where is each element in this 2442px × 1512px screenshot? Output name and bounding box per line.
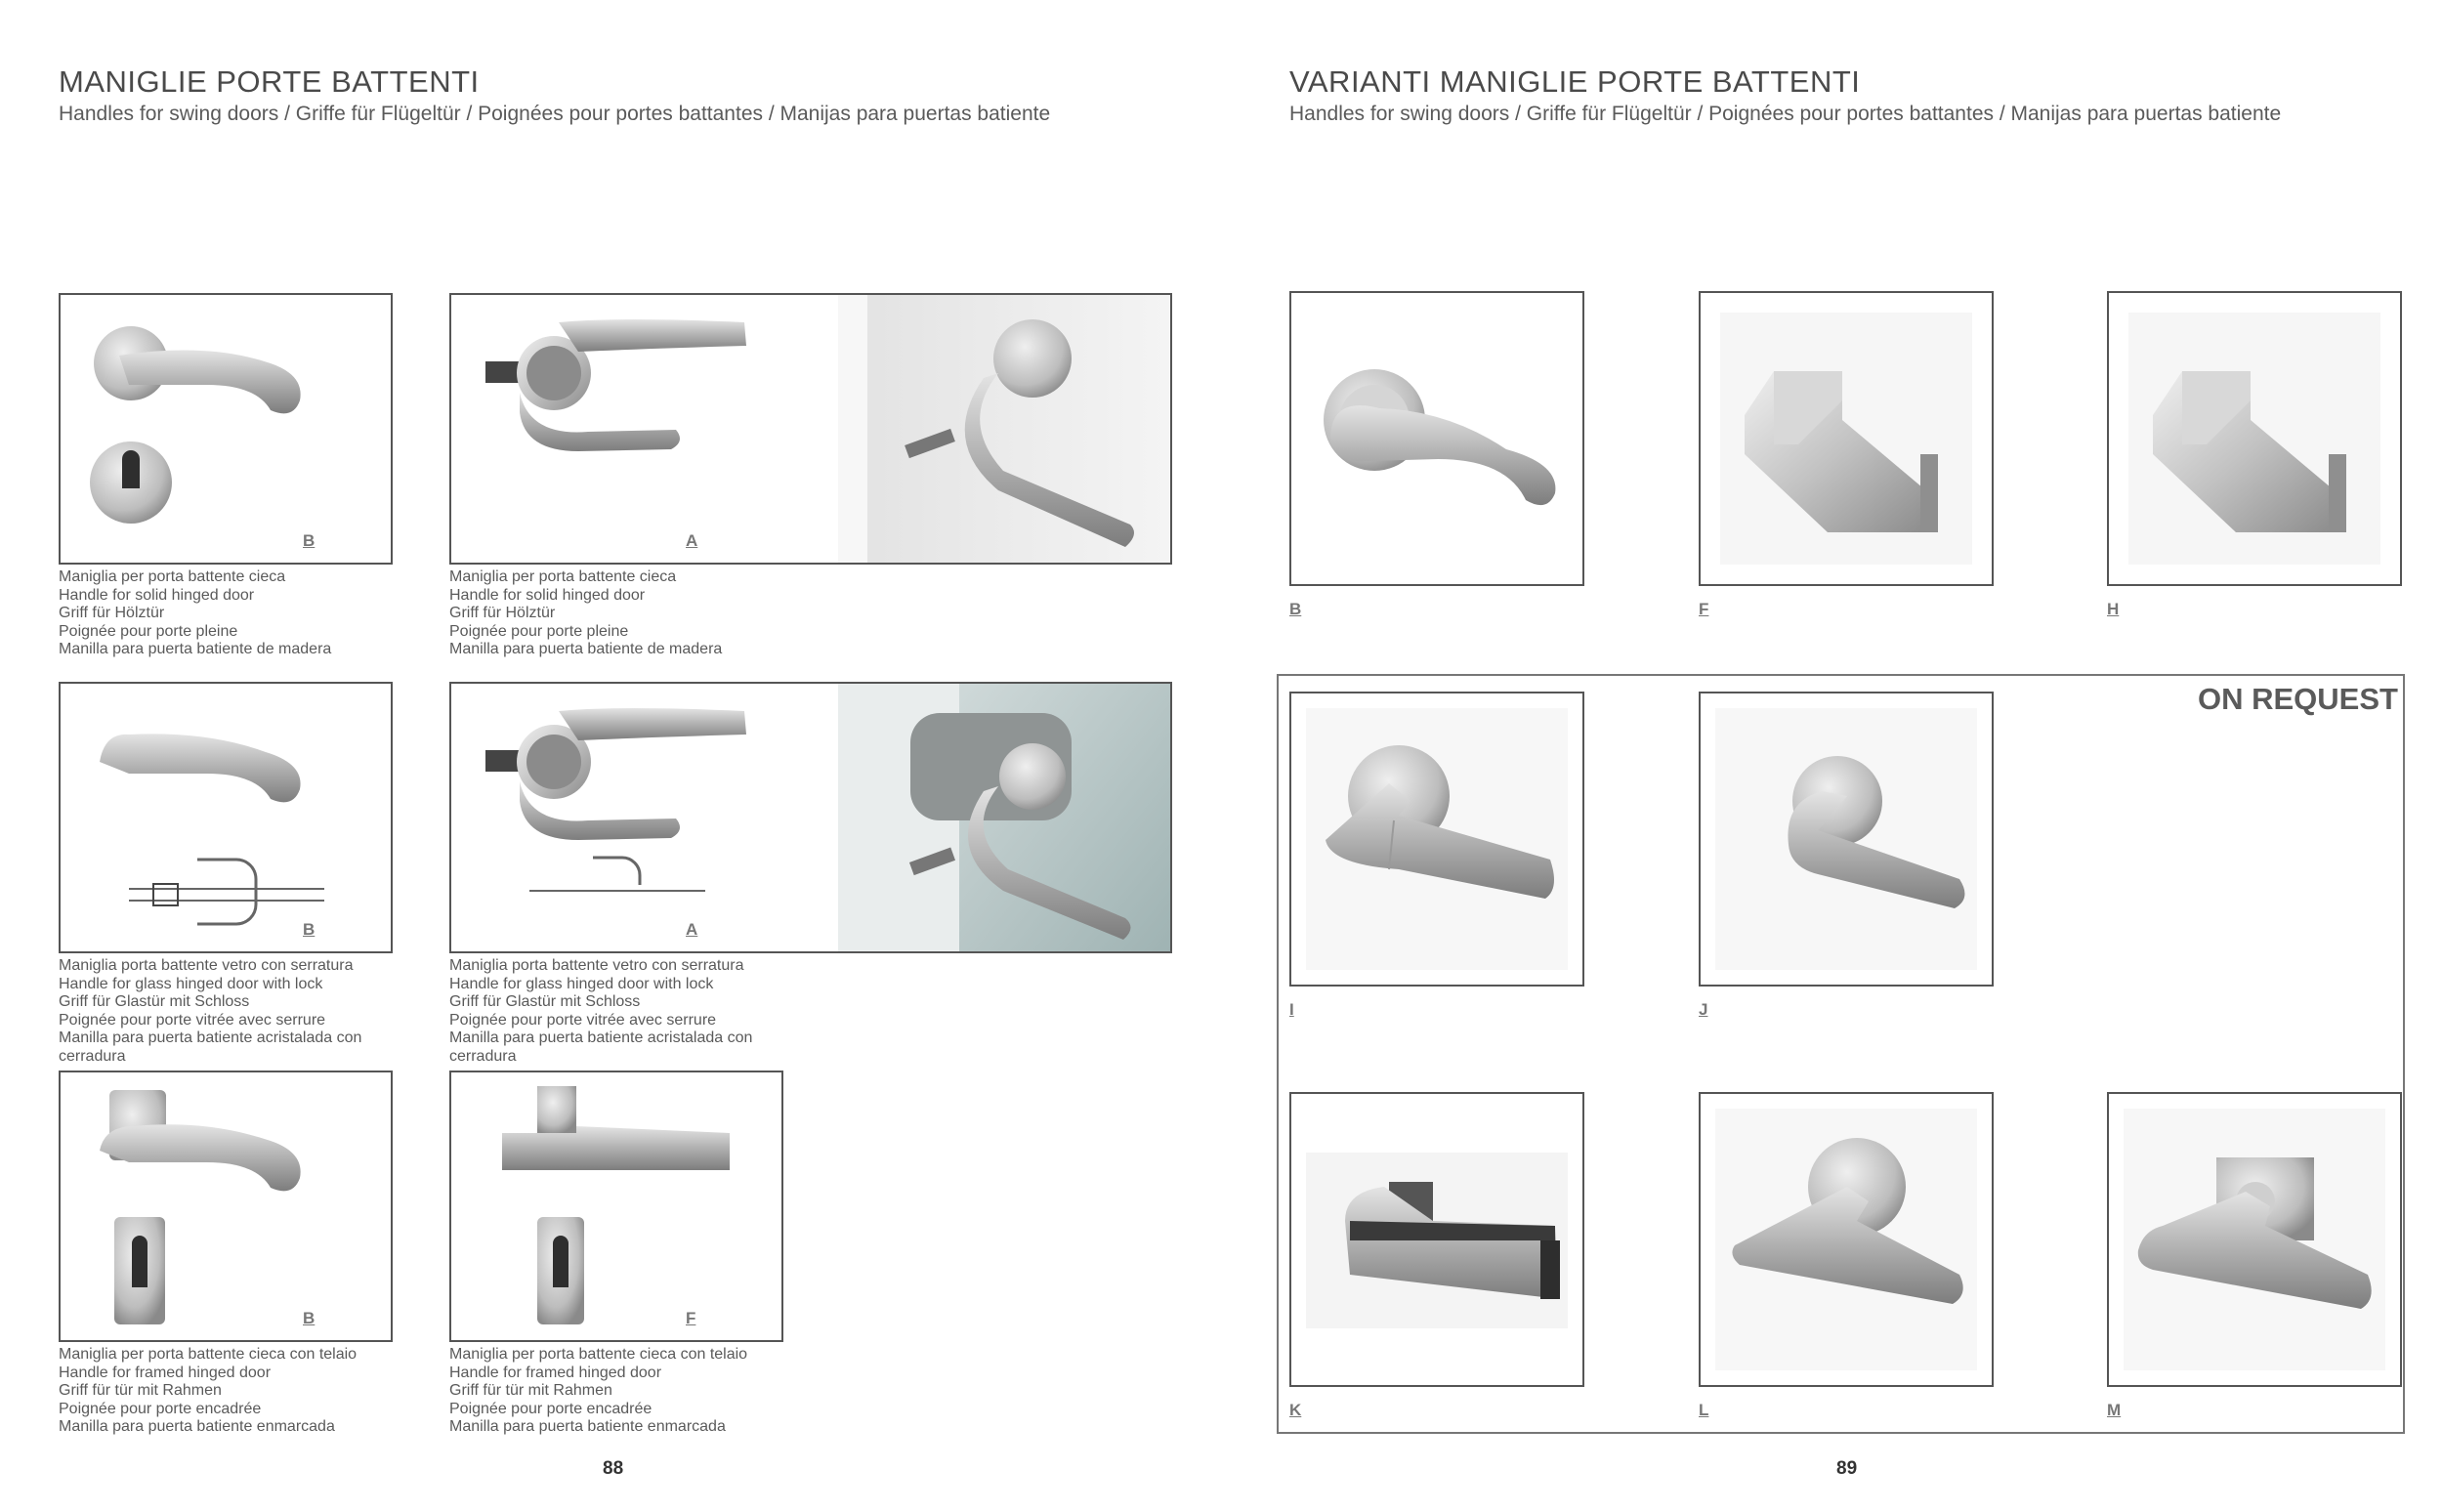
variant-letter-k: K bbox=[1289, 1401, 1302, 1419]
variant-letter-h: H bbox=[2107, 600, 2120, 618]
variant-photo-m bbox=[2107, 1092, 2402, 1387]
caption-b-framed-door: Maniglia per porta battente cieca con telaio Handle for framed hinged door Griff für tür mit Rahmen Poignée pour porte encadrée Manilla para puerta batiente enmarcada bbox=[59, 1346, 358, 1436]
variant-letter-i: I bbox=[1289, 1000, 1294, 1019]
lever-handle-glass-lock-image bbox=[61, 684, 391, 951]
variant-letter: B bbox=[303, 920, 316, 939]
lever-handle-with-lock-image bbox=[451, 295, 1170, 563]
lever-variant-i-image bbox=[1291, 693, 1582, 985]
left-page-subtitle: Handles for swing doors / Griffe für Flügeltür / Poignées pour portes battantes / Manijas para puertas batiente bbox=[59, 103, 1051, 125]
caption-f-framed-door: Maniglia per porta battente cieca con telaio Handle for framed hinged door Griff für tür mit Rahmen Poignée pour porte encadrée Manilla para puerta batiente enmarcada bbox=[449, 1346, 748, 1436]
on-request-label: ON REQUEST bbox=[2198, 682, 2398, 716]
lever-variant-m-image bbox=[2109, 1094, 2400, 1385]
page-number-left: 88 bbox=[603, 1458, 624, 1479]
variant-letter: A bbox=[686, 920, 698, 939]
product-photo-a-glass-door bbox=[449, 682, 1172, 953]
page-number-right: 89 bbox=[1836, 1458, 1858, 1479]
variant-photo-k bbox=[1289, 1092, 1584, 1387]
product-photo-a-solid-door bbox=[449, 293, 1172, 565]
lever-handle-round-rose-image bbox=[61, 295, 391, 563]
variant-photo-b bbox=[1289, 291, 1584, 586]
variant-letter: F bbox=[686, 1309, 696, 1327]
lever-handle-square-rose-image bbox=[61, 1072, 391, 1340]
product-photo-b-glass-door bbox=[59, 682, 393, 953]
variant-photo-i bbox=[1289, 692, 1584, 987]
caption-a-glass-door: Maniglia porta battente vetro con serratura Handle for glass hinged door with lock Griff für Glastür mit Schloss Poignée pour porte vitrée avec serrure Manilla para puerta batiente acristalada con cerradura bbox=[449, 957, 753, 1065]
variant-letter: B bbox=[303, 531, 316, 550]
lever-variant-k-image bbox=[1291, 1094, 1582, 1385]
lever-variant-j-image bbox=[1701, 693, 1992, 985]
variant-letter-l: L bbox=[1699, 1401, 1709, 1419]
variant-letter-m: M bbox=[2107, 1401, 2122, 1419]
variant-letter: A bbox=[686, 531, 698, 550]
lever-variant-l-image bbox=[1701, 1094, 1992, 1385]
square-lever-variant-f-image bbox=[1701, 293, 1992, 584]
product-photo-f-framed-door bbox=[449, 1071, 783, 1342]
left-page-title: MANIGLIE PORTE BATTENTI bbox=[59, 64, 480, 99]
variant-photo-f bbox=[1699, 291, 1994, 586]
lever-handle-glass-lock-photo bbox=[451, 684, 1170, 951]
round-lever-variant-b-image bbox=[1291, 293, 1582, 584]
caption-a-solid-door: Maniglia per porta battente cieca Handle for solid hinged door Griff für Hölztür Poignée pour porte pleine Manilla para puerta batiente de madera bbox=[449, 568, 723, 658]
variant-letter-b: B bbox=[1289, 600, 1302, 618]
caption-b-solid-door: Maniglia per porta battente cieca Handle for solid hinged door Griff für Hölztür Poignée pour porte pleine Manilla para puerta batiente de madera bbox=[59, 568, 332, 658]
variant-letter: B bbox=[303, 1309, 316, 1327]
variant-letter-f: F bbox=[1699, 600, 1709, 618]
variant-photo-h bbox=[2107, 291, 2402, 586]
right-page-subtitle: Handles for swing doors / Griffe für Flügeltür / Poignées pour portes battantes / Manijas para puertas batiente bbox=[1289, 103, 2282, 125]
square-lever-handle-image bbox=[451, 1072, 781, 1340]
variant-photo-j bbox=[1699, 692, 1994, 987]
right-page-title: VARIANTI MANIGLIE PORTE BATTENTI bbox=[1289, 64, 1861, 99]
square-lever-variant-h-image bbox=[2109, 293, 2400, 584]
variant-photo-l bbox=[1699, 1092, 1994, 1387]
variant-letter-j: J bbox=[1699, 1000, 1708, 1019]
product-photo-b-solid-door bbox=[59, 293, 393, 565]
product-photo-b-framed-door bbox=[59, 1071, 393, 1342]
caption-b-glass-door: Maniglia porta battente vetro con serratura Handle for glass hinged door with lock Griff für Glastür mit Schloss Poignée pour porte vitrée avec serrure Manilla para puerta batiente acristalada con cerradura bbox=[59, 957, 362, 1065]
